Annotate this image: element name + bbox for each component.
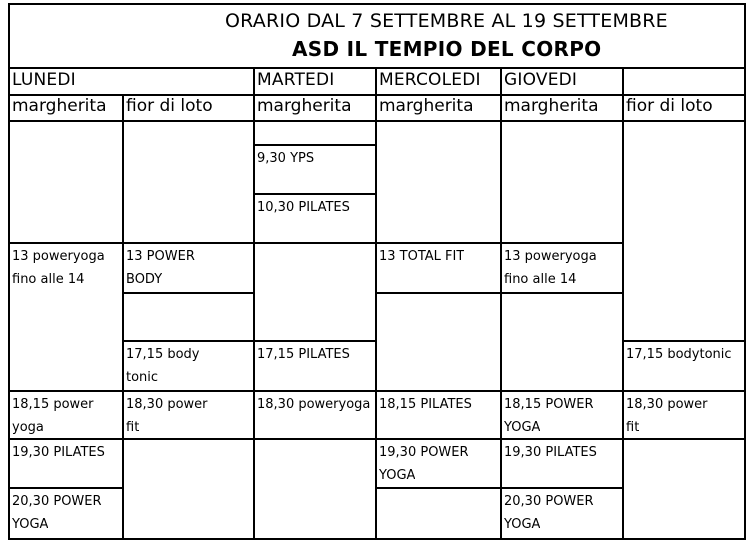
c1-rule-a xyxy=(8,242,124,244)
association-name: ASD IL TEMPIO DEL CORPO xyxy=(292,37,602,61)
class-entry: 13 POWER xyxy=(126,249,195,264)
c6-rule-b xyxy=(622,390,746,392)
c3-rule-a xyxy=(253,144,377,146)
c5-rule-b xyxy=(500,292,624,294)
class-entry: YOGA xyxy=(504,517,541,532)
class-entry: 18,15 POWER xyxy=(504,397,594,412)
c4-rule-e xyxy=(375,487,502,489)
class-entry: 17,15 bodytonic xyxy=(626,347,732,362)
day-monday: LUNEDI xyxy=(12,70,76,90)
class-entry: YOGA xyxy=(12,517,49,532)
day-thursday: GIOVEDI xyxy=(504,70,578,90)
class-entry: 20,30 POWER xyxy=(504,494,594,509)
day-wednesday: MERCOLEDI xyxy=(379,70,481,90)
border-top xyxy=(8,3,746,5)
col-line-2 xyxy=(253,67,255,540)
class-entry: 19,30 PILATES xyxy=(504,445,597,460)
c5-rule-e xyxy=(500,487,624,489)
col-line-1 xyxy=(122,94,124,540)
class-entry: 20,30 POWER xyxy=(12,494,102,509)
room-header: margherita xyxy=(257,96,352,116)
class-entry: BODY xyxy=(126,272,163,287)
c5-rule-a xyxy=(500,242,624,244)
class-entry: fit xyxy=(126,420,140,435)
c2-rule-c xyxy=(122,340,255,342)
class-entry: 18,15 PILATES xyxy=(379,397,472,412)
room-header: margherita xyxy=(504,96,599,116)
header-rule xyxy=(8,67,746,69)
c5-rule-c xyxy=(500,390,624,392)
c3-rule-e xyxy=(253,390,377,392)
class-entry: 13 poweryoga xyxy=(504,249,597,264)
class-entry: 18,30 power xyxy=(126,397,208,412)
class-entry: 18,30 poweryoga xyxy=(257,397,371,412)
c3-rule-b xyxy=(253,193,377,195)
class-entry: 17,15 body xyxy=(126,347,200,362)
room-row-rule xyxy=(8,120,746,122)
class-entry: 10,30 PILATES xyxy=(257,200,350,215)
c2-rule-a xyxy=(122,242,255,244)
c6-rule-c xyxy=(622,438,746,440)
c2-rule-d xyxy=(122,390,255,392)
class-entry: 18,30 power xyxy=(626,397,708,412)
room-header: fior di loto xyxy=(626,96,713,116)
c3-rule-d xyxy=(253,340,377,342)
class-entry: 18,15 power xyxy=(12,397,94,412)
schedule-period-title: ORARIO DAL 7 SETTEMBRE AL 19 SETTEMBRE xyxy=(225,10,668,32)
class-entry: tonic xyxy=(126,370,159,385)
col-line-5 xyxy=(622,67,624,540)
c3-rule-f xyxy=(253,438,377,440)
class-entry: 19,30 POWER xyxy=(379,445,469,460)
room-header: margherita xyxy=(379,96,474,116)
c2-rule-b xyxy=(122,292,255,294)
c1-rule-d xyxy=(8,487,124,489)
c6-rule-a xyxy=(622,340,746,342)
class-entry: YOGA xyxy=(379,468,416,483)
border-right xyxy=(744,3,746,540)
c4-rule-c xyxy=(375,390,502,392)
room-header: fior di loto xyxy=(126,96,213,116)
col-line-3 xyxy=(375,67,377,540)
class-entry: YOGA xyxy=(504,420,541,435)
class-entry: 13 TOTAL FIT xyxy=(379,249,465,264)
border-left xyxy=(8,3,10,540)
c1-rule-b xyxy=(8,390,124,392)
border-bottom xyxy=(8,538,746,540)
class-entry: 13 poweryoga xyxy=(12,249,105,264)
c3-rule-c xyxy=(253,242,377,244)
c4-rule-b xyxy=(375,292,502,294)
class-entry: 9,30 YPS xyxy=(257,151,315,166)
class-entry: fino alle 14 xyxy=(12,272,85,287)
day-tuesday: MARTEDI xyxy=(257,70,335,90)
c2-rule-e xyxy=(122,438,255,440)
class-entry: fino alle 14 xyxy=(504,272,577,287)
room-header: margherita xyxy=(12,96,107,116)
c4-rule-a xyxy=(375,242,502,244)
class-entry: fit xyxy=(626,420,640,435)
class-entry: 19,30 PILATES xyxy=(12,445,105,460)
class-entry: 17,15 PILATES xyxy=(257,347,350,362)
col-line-4 xyxy=(500,67,502,540)
c4-rule-d xyxy=(375,438,502,440)
class-entry: yoga xyxy=(12,420,44,435)
